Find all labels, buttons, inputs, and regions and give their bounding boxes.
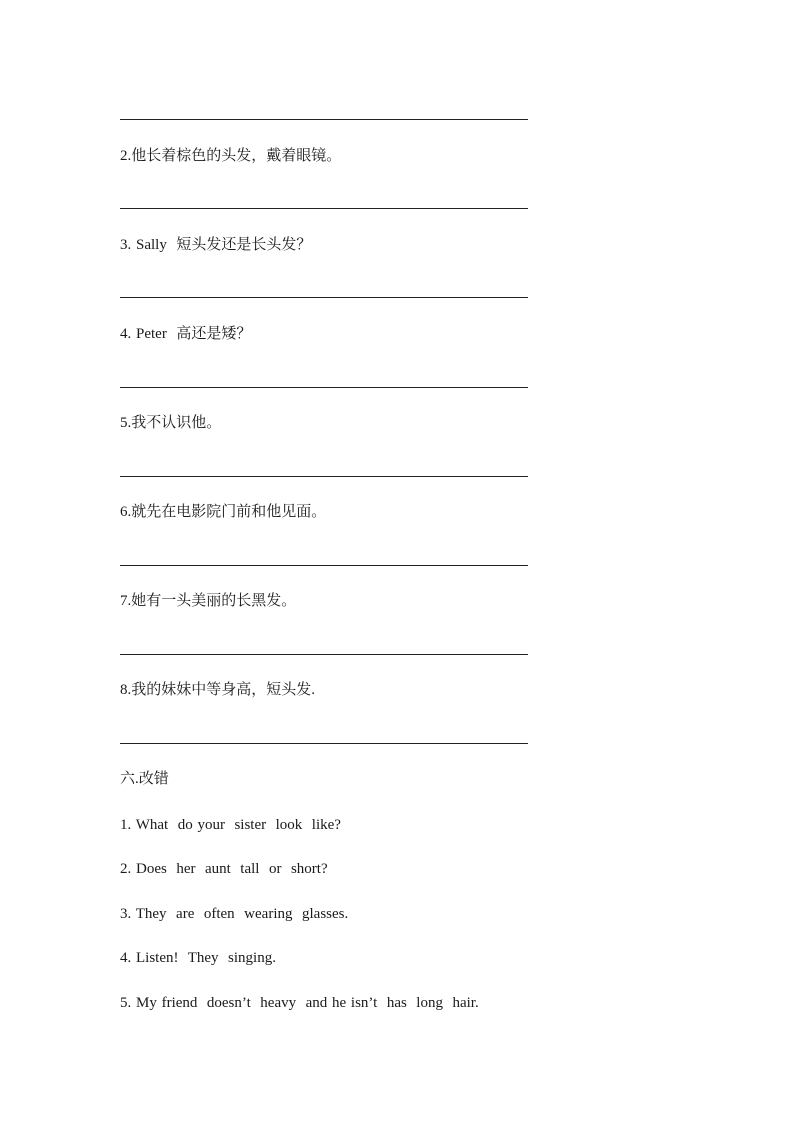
answer-line-2: [120, 208, 528, 209]
correction-item-4: 4. Listen! They singing.: [120, 950, 276, 966]
translation-item-5: 5.我不认识他。: [120, 415, 222, 431]
correction-item-1: 1. What do your sister look like?: [120, 817, 341, 833]
answer-line-3: [120, 297, 528, 298]
answer-line-1: [120, 119, 528, 120]
translation-item-4: 4. Peter 高还是矮？: [120, 326, 252, 342]
translation-item-2: 2.他长着棕色的头发，戴着眼镜。: [120, 148, 342, 164]
translation-item-6: 6.就先在电影院门前和他见面。: [120, 504, 327, 520]
correction-item-3: 3. They are often wearing glasses.: [120, 906, 349, 922]
correction-item-2: 2. Does her aunt tall or short?: [120, 861, 328, 877]
section-heading-correction: 六.改错: [120, 771, 169, 787]
translation-item-8: 8.我的妹妹中等身高，短头发.: [120, 682, 316, 698]
answer-line-4: [120, 387, 528, 388]
answer-line-5: [120, 476, 528, 477]
translation-item-3: 3. Sally 短头发还是长头发？: [120, 237, 312, 253]
answer-line-8: [120, 743, 528, 744]
answer-line-6: [120, 565, 528, 566]
correction-item-5: 5. My friend doesn’t heavy and he isn’t has long hair.: [120, 995, 479, 1011]
answer-line-7: [120, 654, 528, 655]
translation-item-7: 7.她有一头美丽的长黑发。: [120, 593, 297, 609]
